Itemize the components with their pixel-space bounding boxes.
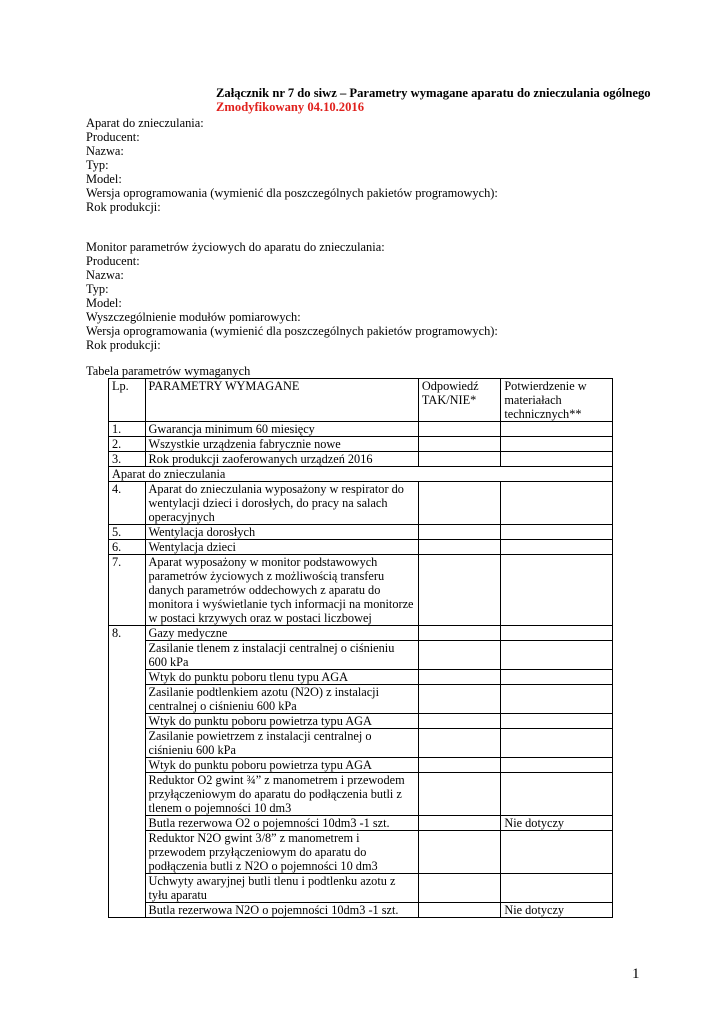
- row-lp: 4.: [109, 482, 146, 525]
- anesthesia-producer: Producent:: [86, 130, 140, 144]
- row-answer-cell[interactable]: [418, 422, 500, 437]
- row-confirmation[interactable]: [501, 874, 613, 903]
- table-row: [109, 831, 613, 874]
- row-parameter: Wszystkie urządzenia fabrycznie nowe: [145, 437, 418, 452]
- row-lp: 2.: [109, 437, 146, 452]
- row-parameter: Wentylacja dzieci: [145, 540, 418, 555]
- row-parameter: Wtyk do punktu poboru tlenu typu AGA: [145, 670, 418, 685]
- row-lp: 7.: [109, 555, 146, 626]
- row-answer-cell[interactable]: [418, 525, 500, 540]
- table-row: [109, 482, 613, 525]
- header-answer: Odpowiedź TAK/NIE*: [418, 379, 500, 422]
- monitor-model: Model:: [86, 296, 122, 310]
- row-confirmation[interactable]: [501, 714, 613, 729]
- row-answer-cell[interactable]: [418, 831, 500, 874]
- row-confirmation[interactable]: [501, 482, 613, 525]
- row-answer-cell[interactable]: [418, 685, 500, 714]
- row-answer-cell[interactable]: [418, 729, 500, 758]
- table-row: [109, 685, 613, 714]
- table-row: [109, 555, 613, 626]
- anesthesia-heading: Aparat do znieczulania:: [86, 116, 204, 130]
- table-row: [109, 422, 613, 437]
- row-answer-cell[interactable]: [418, 641, 500, 670]
- row-confirmation[interactable]: [501, 525, 613, 540]
- table-row: [109, 525, 613, 540]
- modification-note: Zmodyfikowany 04.10.2016: [216, 100, 364, 114]
- row-answer-cell[interactable]: [418, 452, 500, 467]
- table-row: [109, 729, 613, 758]
- table-row: [109, 874, 613, 903]
- row-confirmation[interactable]: [501, 422, 613, 437]
- table-row: [109, 670, 613, 685]
- row-confirmation[interactable]: [501, 773, 613, 816]
- row-confirmation[interactable]: [501, 685, 613, 714]
- row-lp: 5.: [109, 525, 146, 540]
- table-row: [109, 641, 613, 670]
- row-confirmation[interactable]: [501, 670, 613, 685]
- anesthesia-name: Nazwa:: [86, 144, 124, 158]
- row-parameter: Gwarancja minimum 60 miesięcy: [145, 422, 418, 437]
- row-parameter: Aparat wyposażony w monitor podstawowych parametrów życiowych z możliwością transferu danych parametrów oddechowych z aparatu do monitora i wyświetlanie tych informacji na monitorze w postaci krzywych oraz w postaci liczbowej: [145, 555, 418, 626]
- row-confirmation[interactable]: [501, 729, 613, 758]
- row-confirmation[interactable]: [501, 437, 613, 452]
- monitor-software-version: Wersja oprogramowania (wymienić dla poszczególnych pakietów programowych):: [86, 324, 498, 338]
- row-answer-cell[interactable]: [418, 874, 500, 903]
- row-parameter: Butla rezerwowa O2 o pojemności 10dm3 -1 szt.: [145, 816, 418, 831]
- table-row: [109, 452, 613, 467]
- row-lp: 8.: [109, 626, 146, 918]
- row-answer-cell[interactable]: [418, 555, 500, 626]
- monitor-modules: Wyszczególnienie modułów pomiarowych:: [86, 310, 301, 324]
- row-parameter: Reduktor O2 gwint ¾” z manometrem i przewodem przyłączeniowym do aparatu do podłączenia butli z tlenem o pojemności 10 dm3: [145, 773, 418, 816]
- row-answer-cell[interactable]: [418, 903, 500, 918]
- header-lp: Lp.: [109, 379, 146, 422]
- row-answer-cell[interactable]: [418, 816, 500, 831]
- header-parameters: PARAMETRY WYMAGANE: [145, 379, 418, 422]
- row-answer-cell[interactable]: [418, 714, 500, 729]
- monitor-producer: Producent:: [86, 254, 140, 268]
- row-parameter: Butla rezerwowa N2O o pojemności 10dm3 -1 szt.: [145, 903, 418, 918]
- row-confirmation[interactable]: Nie dotyczy: [501, 903, 613, 918]
- anesthesia-software-version: Wersja oprogramowania (wymienić dla poszczególnych pakietów programowych):: [86, 186, 498, 200]
- row-answer-cell[interactable]: [418, 437, 500, 452]
- table-row: [109, 437, 613, 452]
- table-row: [109, 626, 613, 641]
- header-confirmation: Potwierdzenie w materiałach technicznych**: [501, 379, 613, 422]
- row-answer-cell[interactable]: [418, 670, 500, 685]
- anesthesia-type: Typ:: [86, 158, 109, 172]
- section-heading: Aparat do znieczulania: [109, 467, 613, 482]
- row-parameter: Zasilanie tlenem z instalacji centralnej o ciśnieniu 600 kPa: [145, 641, 418, 670]
- table-row: [109, 773, 613, 816]
- anesthesia-production-year: Rok produkcji:: [86, 200, 161, 214]
- table-row: [109, 758, 613, 773]
- document-title: Załącznik nr 7 do siwz – Parametry wymagane aparatu do znieczulania ogólnego: [216, 86, 651, 100]
- row-answer-cell[interactable]: [418, 482, 500, 525]
- monitor-type: Typ:: [86, 282, 109, 296]
- row-confirmation[interactable]: Nie dotyczy: [501, 816, 613, 831]
- parameters-table: [108, 378, 613, 918]
- row-lp: 1.: [109, 422, 146, 437]
- table-row: [109, 816, 613, 831]
- row-confirmation[interactable]: [501, 540, 613, 555]
- row-parameter: Aparat do znieczulania wyposażony w respirator do wentylacji dzieci i dorosłych, do pracy na salach operacyjnych: [145, 482, 418, 525]
- row-lp: 3.: [109, 452, 146, 467]
- page-number: 1: [632, 966, 640, 982]
- row-parameter: Reduktor N2O gwint 3/8” z manometrem i przewodem przyłączeniowym do aparatu do podłączenia butli z N2O o pojemności 10 dm3: [145, 831, 418, 874]
- row-confirmation[interactable]: [501, 555, 613, 626]
- row-confirmation-cell[interactable]: [501, 626, 613, 641]
- row-answer-cell[interactable]: [418, 540, 500, 555]
- row-parameter: Rok produkcji zaoferowanych urządzeń 2016: [145, 452, 418, 467]
- monitor-heading: Monitor parametrów życiowych do aparatu do znieczulania:: [86, 240, 385, 254]
- row-confirmation[interactable]: [501, 831, 613, 874]
- row-answer-cell[interactable]: [418, 758, 500, 773]
- table-caption: Tabela parametrów wymaganych: [86, 364, 251, 378]
- section-row: [109, 467, 613, 482]
- table-header-row: [109, 379, 613, 422]
- table-row: [109, 540, 613, 555]
- row-parameter: Wtyk do punktu poboru powietrza typu AGA: [145, 758, 418, 773]
- row-lp: 6.: [109, 540, 146, 555]
- row-parameter: Zasilanie podtlenkiem azotu (N2O) z instalacji centralnej o ciśnieniu 600 kPa: [145, 685, 418, 714]
- gases-heading: Gazy medyczne: [145, 626, 418, 641]
- anesthesia-model: Model:: [86, 172, 122, 186]
- row-answer-cell[interactable]: [418, 773, 500, 816]
- row-confirmation[interactable]: [501, 758, 613, 773]
- table-row: [109, 714, 613, 729]
- row-parameter: Zasilanie powietrzem z instalacji centralnej o ciśnieniu 600 kPa: [145, 729, 418, 758]
- row-answer-cell[interactable]: [418, 626, 500, 641]
- row-parameter: Wentylacja dorosłych: [145, 525, 418, 540]
- row-parameter: Wtyk do punktu poboru powietrza typu AGA: [145, 714, 418, 729]
- row-confirmation[interactable]: [501, 452, 613, 467]
- monitor-name: Nazwa:: [86, 268, 124, 282]
- monitor-production-year: Rok produkcji:: [86, 338, 161, 352]
- table-row: [109, 903, 613, 918]
- row-confirmation[interactable]: [501, 641, 613, 670]
- row-parameter: Uchwyty awaryjnej butli tlenu i podtlenku azotu z tyłu aparatu: [145, 874, 418, 903]
- table-body: [109, 422, 613, 918]
